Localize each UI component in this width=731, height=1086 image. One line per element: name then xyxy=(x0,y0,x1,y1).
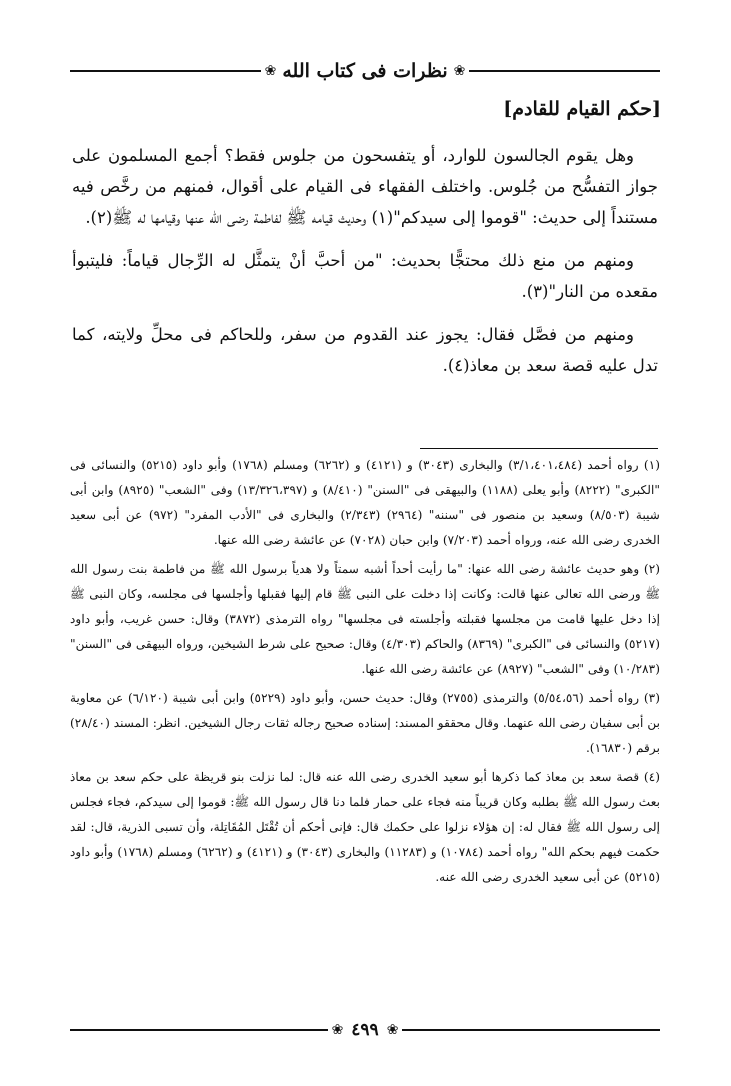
footnotes xyxy=(70,453,660,894)
page-footer xyxy=(70,1017,660,1043)
footnote-separator xyxy=(420,448,658,449)
section-heading: [حكم القيام للقادم] xyxy=(503,98,661,120)
flower-ornament-icon: ❀ xyxy=(264,63,277,79)
footnote: (٣) رواه أحمد (٥/٥٤،٥٦) والترمذى (٢٧٥٥) وقال: حديث حسن، وأبو داود (٥٢٢٩) وابن أبى شيبة (٦/١٢٠) عن معاوية بن أبى سفيان رضى الله عنهما. وقال محققو المسند: إسناده صحيح رجاله ثقات رجال الشيخين. انظر: المسند (٢٨/٤٠) برقم (١٦٨٣٠). xyxy=(70,691,660,755)
flower-ornament-icon: ❀ xyxy=(331,1022,344,1038)
flower-ornament-icon: ❀ xyxy=(386,1022,399,1038)
footnote: (٢) وهو حديث عائشة رضى الله عنها: "ما رأيت أحداً أشبه سمتاً ولا هدياً برسول الله ﷺ من فاطمة بنت رسول الله ﷺ ورضى الله تعالى عنها قالت: وكانت إذا دخلت على النبى ﷺ قام إليها فقبلها وأجلسها فى مجلسه، وكان النبى ﷺ إذا دخل عليها قامت من مجلسها فقبلته وأجلسته فى مجلسها" رواه الترمذى (٣٨٧٢) وقال: حسن غريب، وأبو داود (٥٢١٧) والنسائى فى "الكبرى" (٨٣٦٩) والحاكم (٤/٣٠٣) وقال: صحيح على شرط الشيخين، ورواه البيهقى فى "السنن" (١٠/٢٨٣) وفى "الشعب" (٨٩٢٧) عن عائشة رضى الله عنها. xyxy=(70,562,661,676)
paragraph: وهل يقوم الجالسون للوارد، أو يتفسحون من جلوس فقط؟ أجمع المسلمون على جواز التفسُّح من جُلوس. واختلف الفقهاء فى القيام على أقوال، فمنهم من رخَّص فيه مستنداً إلى حديث: "قوموا إلى سيدكم"(١) وحديث قيامه ﷺ لفاطمة رضى الله عنها وقيامها له ﷺ(٢). xyxy=(72,146,658,227)
running-header-title: نظرات فى كتاب الله xyxy=(282,60,448,82)
header-rule-left xyxy=(70,70,261,72)
flower-ornament-icon: ❀ xyxy=(453,63,466,79)
page-number: ٤٩٩ xyxy=(351,1020,379,1040)
footer-rule-right xyxy=(402,1029,660,1031)
main-text xyxy=(72,140,658,393)
paragraph: ومنهم من منع ذلك محتجًّا بحديث: "من أحبَّ أنْ يتمثَّل له الرِّجال قياماً: فليتبوأ مقعده من النار"(٣). xyxy=(72,251,658,301)
paragraph: ومنهم من فصَّل فقال: يجوز عند القدوم من سفر، وللحاكم فى محلِّ ولايته، كما تدل عليه قصة سعد بن معاذ(٤). xyxy=(72,325,658,375)
header-rule-right xyxy=(469,70,660,72)
footer-rule-left xyxy=(70,1029,328,1031)
running-header xyxy=(70,56,660,86)
footnote: (٤) قصة سعد بن معاذ كما ذكرها أبو سعيد الخدرى رضى الله عنه قال: لما نزلت بنو قريظة على حكم سعد بن معاذ بعث رسول الله ﷺ بطلبه وكان قريباً منه فجاء على حمار فلما دنا قال رسول الله ﷺ: قوموا إلى سيدكم، فجاء فجلس إلى رسول الله ﷺ فقال له: إن هؤلاء نزلوا على حكمك قال: فإنى أحكم أن تُقْتَل المُقَاتِلة، وأن تسبى الذرية، قال: لقد حكمت فيهم بحكم الله" رواه أحمد (١٠٧٨٤) و (١١٢٨٣) والبخارى (٣٠٤٣) و (٤١٢١) و (٦٢٦٢) ومسلم (١٧٦٨) وأبو داود (٥٢١٥) عن أبى سعيد الخدرى رضى الله عنه. xyxy=(70,770,660,884)
footnote: (١) رواه أحمد (٣/١،٤٠١،٤٨٤) والبخارى (٣٠٤٣) و (٤١٢١) و (٦٢٦٢) ومسلم (١٧٦٨) وأبو داود (٥٢١٥) والنسائى فى "الكبرى" (٨٢٢٢) وأبو يعلى (١١٨٨) والبيهقى فى "السنن" (٨/٤١٠) و (١٣/٣٢٦،٣٩٧) وفى "الشعب" (٨٩٢٥) وابن أبى شيبة (٨/٥٠٣) وسعيد بن منصور فى "سننه" (٢٩٦٤) (٢/٣٤٣) والبخارى فى "الأدب المفرد" (٩٧٢) عن أبى سعيد الخدرى رضى الله عنه، ورواه أحمد (٧/٢٠٣) وابن حبان (٧٠٢٨) عن عائشة رضى الله عنها. xyxy=(70,458,661,547)
